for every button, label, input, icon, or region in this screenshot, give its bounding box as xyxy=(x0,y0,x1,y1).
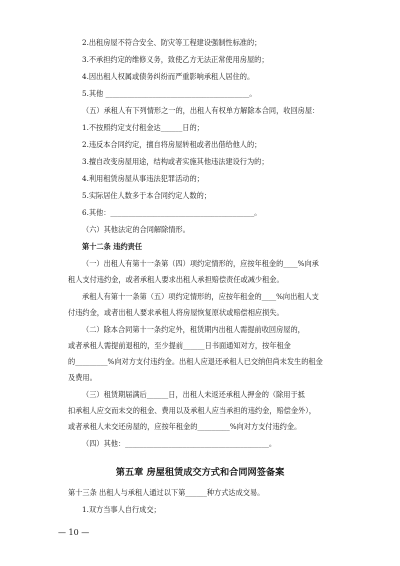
clause-line: （五）承租人有下列情形之一的，出租人有权单方解除本合同，收回房屋： xyxy=(82,106,320,115)
clause-line: 3.不承担约定的维修义务，致使乙方无法正常使用房屋的； xyxy=(82,55,269,64)
clause-line: （四）其他：________________________________________。 xyxy=(82,439,277,448)
clause-line: 或者承租人需提前退租的，至少提前______日书面通知对方，按年租金 xyxy=(68,341,291,350)
clause-line: 付违约金，或者出租人要求承租人将房屋恢复原状或赔偿相应损失。 xyxy=(68,308,284,317)
clause-line: 4.因出租人权属或债务纠纷而严重影响承租人居住的。 xyxy=(82,72,255,81)
clause-line: （六）其他法定的合同解除情形。 xyxy=(82,225,190,234)
clause-line: 1.双方当事人自行成交； xyxy=(82,505,161,514)
clause-line: 5.其他 ________________________________________。 xyxy=(82,89,257,98)
clause-line: （一）出租人有第十一条第（四）项约定情形的，应按年租金的____%向承 xyxy=(82,259,319,268)
clause-line: （三）租赁期届满后______日，出租人未返还承租人押金的（除用于抵 xyxy=(82,390,305,399)
article-13-line: 第十三条 出租人与承租人通过以下第______种方式达成交易。 xyxy=(68,488,265,497)
clause-line: 1.不按照约定支付租金达______日的； xyxy=(82,123,204,132)
clause-line: 3.擅自改变房屋用途，结构或者实施其他违法建设行为的； xyxy=(82,157,269,166)
clause-line: 租人支付违约金，或者承租人要求出租人承担赔偿责任或减少租金。 xyxy=(68,275,284,284)
clause-line: 的_________%向对方支付违约金。出租人应退还承租人已交纳但尚未发生的租金 xyxy=(68,357,323,366)
clause-line: （二）除本合同第十一条约定外，租赁期内出租人需提前收回房屋的， xyxy=(82,325,305,334)
chapter-title: 第五章 房屋租赁成交方式和合同网签备案 xyxy=(115,467,285,478)
article-heading: 第十二条 违约责任 xyxy=(82,242,143,251)
clause-line: 或者承租人未交还房屋的，应按年租金的_________%向对方支付违约金。 xyxy=(68,422,302,431)
clause-line: 5.实际居住人数多于本合同约定人数的； xyxy=(82,191,212,200)
clause-line: 6.其他：________________________________________。 xyxy=(82,208,262,217)
page-number: — 10 — xyxy=(58,528,90,537)
clause-line: 4.利用租赁房屋从事违法犯罪活动的； xyxy=(82,174,204,183)
clause-line: 扣承租人应交而未交的租金、费用以及承租人应当承担的违约金，赔偿金外）， xyxy=(68,406,316,415)
clause-line: 2.出租房屋不符合安全、防灾等工程建设强制性标准的； xyxy=(82,38,262,47)
clause-line: 2.违反本合同约定，擅自将房屋转租或者出借给他人的； xyxy=(82,140,262,149)
clause-line: 承租人有第十一条第（五）项约定情形的，应按年租金的____%向出租人支 xyxy=(82,292,319,301)
clause-line: 及费用。 xyxy=(68,373,97,382)
